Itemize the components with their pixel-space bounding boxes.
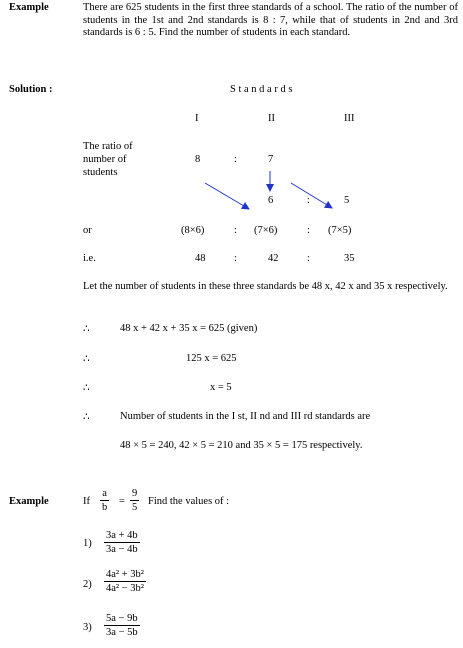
example-heading: Example <box>9 2 49 13</box>
equation-2: 125 x = 625 <box>186 353 237 364</box>
item-3-fraction <box>104 613 140 638</box>
item-2-fraction <box>104 569 146 594</box>
or-label: or <box>83 225 92 236</box>
therefore-symbol-2: ∴ <box>83 354 90 365</box>
standards-title: S t a n d a r d s <box>230 84 293 95</box>
conclusion-text: Number of students in the I st, II nd and III rd standards are <box>120 411 371 422</box>
equals-sign: = <box>119 496 125 507</box>
final-answer: 48 × 5 = 240, 42 × 5 = 210 and 35 × 5 = 175 respectively. <box>120 440 363 451</box>
fraction-9-over-5 <box>130 488 139 513</box>
fraction-numerator: 3a + 4b <box>106 530 138 541</box>
or-colon-2: : <box>307 225 310 236</box>
fraction-numerator: 9 <box>132 488 138 499</box>
roman-iii: III <box>344 113 355 124</box>
or-c: (7×5) <box>328 225 352 236</box>
fraction-denominator: b <box>102 502 108 513</box>
ratio-8: 8 <box>195 154 201 165</box>
roman-ii: II <box>268 113 275 124</box>
ratio-7: 7 <box>268 154 274 165</box>
or-a: (8×6) <box>181 225 205 236</box>
example2-heading: Example <box>9 496 49 507</box>
find-text: Find the values of : <box>148 496 230 507</box>
problem-statement: There are 625 students in the first three standards of a school. The ratio of the number of students in the 1st and 2nd standards is 8 : 7, while that of students in 2nd and 3rd standards is 6 : 5. Find the number of students in each standard. <box>83 2 458 38</box>
arrow-8-to-6 <box>205 183 249 209</box>
item-1-label: 1) <box>83 538 92 549</box>
if-text: If <box>83 496 90 507</box>
item-2-label: 2) <box>83 579 92 590</box>
ie-colon-1: : <box>234 253 237 264</box>
ie-a: 48 <box>195 253 206 264</box>
or-b: (7×6) <box>254 225 278 236</box>
ie-label: i.e. <box>83 253 96 264</box>
ratio-colon: : <box>234 154 237 165</box>
fraction-numerator: 5a − 9b <box>106 613 138 624</box>
fraction-numerator: a <box>100 488 109 501</box>
ie-c: 35 <box>344 253 355 264</box>
item-3-label: 3) <box>83 622 92 633</box>
fraction-denominator: 3a − 4b <box>106 544 138 555</box>
fraction-a-over-b <box>100 488 109 513</box>
item-1-fraction <box>104 530 140 555</box>
arrow-7-to-5 <box>291 183 332 208</box>
roman-i: I <box>195 113 199 124</box>
equation-3: x = 5 <box>210 382 232 393</box>
ratio-6: 6 <box>268 195 274 206</box>
fraction-denominator: 5 <box>132 502 138 513</box>
ratio-label-line1: The ratio of <box>83 141 133 152</box>
therefore-symbol-3: ∴ <box>83 383 90 394</box>
ratio-colon-2: : <box>307 195 310 206</box>
or-colon-1: : <box>234 225 237 236</box>
therefore-symbol-4: ∴ <box>83 412 90 423</box>
fraction-denominator: 3a − 5b <box>106 627 138 638</box>
ratio-5: 5 <box>344 195 350 206</box>
fraction-numerator: 4a² + 3b² <box>106 569 144 580</box>
equation-1: 48 x + 42 x + 35 x = 625 (given) <box>120 323 258 334</box>
ie-b: 42 <box>268 253 279 264</box>
fraction-denominator: 4a² − 3b² <box>106 583 144 594</box>
ratio-label-line2: number of <box>83 154 127 165</box>
therefore-symbol-1: ∴ <box>83 324 90 335</box>
ratio-label-line3: students <box>83 167 118 178</box>
ie-colon-2: : <box>307 253 310 264</box>
solution-heading: Solution : <box>9 84 53 95</box>
let-statement: Let the number of students in these three standards be 48 x, 42 x and 35 x respectively. <box>83 281 448 292</box>
